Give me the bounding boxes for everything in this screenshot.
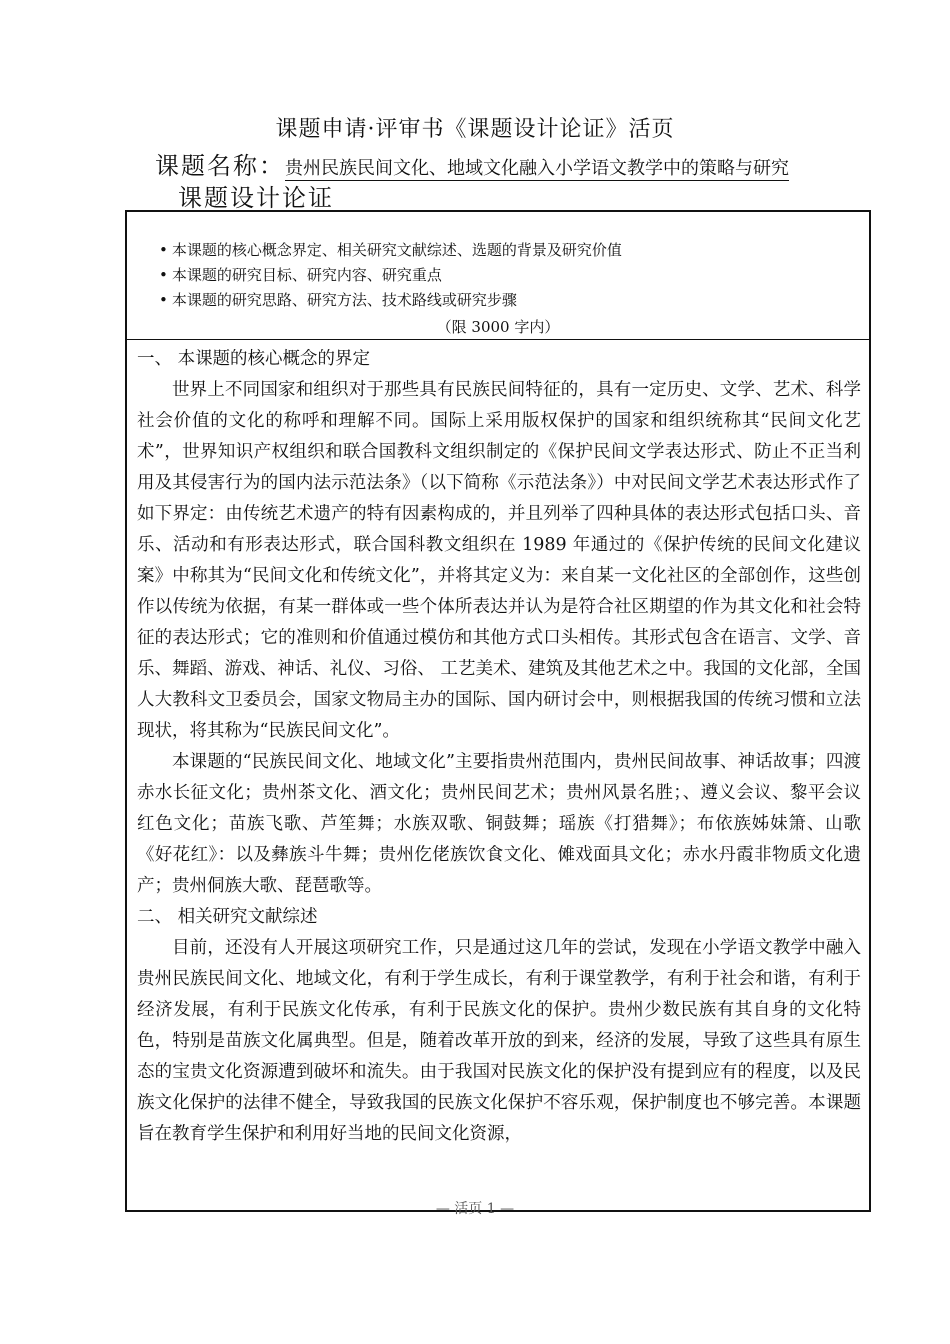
- topic-label: 课题名称：: [155, 152, 285, 180]
- section-heading-concept: 一、 本课题的核心概念的界定: [137, 349, 371, 369]
- requirements-cell: [127, 212, 869, 340]
- paragraph: 本课题的“民族民间文化、地域文化”主要指贵州范围内，贵州民间故事、神话故事；四渡赤水长征文化；贵州茶文化、酒文化；贵州民间艺术；贵州风景名胜；、遵义会议、黎平会议红色文化；苗族飞歌、芦笙舞；水族双歌、铜鼓舞；瑶族《打猎舞》；布依族姊妹箫、山歌《好花红》：以及彝族斗牛舞；贵州仡佬族饮食文化、傩戏面具文化；赤水丹霞非物质文化遗产；贵州侗族大歌、琵琶歌等。: [137, 752, 861, 896]
- requirement-item: • 本课题的研究目标、研究内容、研究重点: [159, 263, 622, 288]
- section-title: 课题设计论证: [178, 184, 334, 212]
- requirement-item: • 本课题的研究思路、研究方法、技术路线或研究步骤: [159, 288, 622, 313]
- page-title: 课题申请·评审书《课题设计论证》活页: [275, 117, 675, 142]
- design-table: [125, 210, 871, 1212]
- word-limit-note: （限 3000 字内）: [436, 318, 560, 336]
- section-heading-literature: 二、 相关研究文献综述: [137, 907, 318, 927]
- requirement-item: • 本课题的核心概念界定、相关研究文献综述、选题的背景及研究价值: [159, 238, 622, 263]
- topic-name: 贵州民族民间文化、地域文化融入小学语文教学中的策略与研究: [285, 158, 789, 179]
- requirements-list: [159, 238, 622, 313]
- paragraph: 世界上不同国家和组织对于那些具有民族民间特征的，具有一定历史、文学、艺术、科学社会价值的文化的称呼和理解不同。国际上采用版权保护的国家和组织统称其“民间文化艺术”，世界知识产权组织和联合国教科文组织制定的《保护民间文学表达形式、防止不正当利用及其侵害行为的国内法示范法条》（以下简称《示范法条》）中对民间文学艺术表达形式作了如下界定：由传统艺术遗产的特有因素构成的，并且列举了四种具体的表达形式包括口头、音乐、活动和有形表达形式，联合国科教文组织在 1989 年通过的《保护传统的民间文化建议案》中称其为“民间文化和传统文化”，并将其定义为：来自某一文化社区的全部创作，这些创作以传统为依据，有某一群体或一些个体所表达并认为是符合社区期望的作为其文化和社会特征的表达形式；它的准则和价值通过模仿和其他方式口头相传。其形式包含在语言、文学、音乐、舞蹈、游戏、神话、礼仪、习俗、 工艺美术、建筑及其他艺术之中。我国的文化部，全国人大教科文卫委员会，国家文物局主办的国际、国内研讨会中，则根据我国的传统习惯和立法现状，将其称为“民族民间文化”。: [137, 380, 861, 741]
- page-footer: — 活页 1 —: [435, 1201, 515, 1217]
- topic-row: [155, 146, 789, 181]
- content-cell: [137, 344, 861, 1210]
- paragraph: 目前，还没有人开展这项研究工作，只是通过这几年的尝试，发现在小学语文教学中融入贵州民族民间文化、地域文化，有利于学生成长，有利于课堂教学，有利于社会和谐，有利于经济发展，有利于民族文化传承，有利于民族文化的保护。贵州少数民族有其自身的文化特色，特别是苗族文化属典型。但是，随着改革开放的到来，经济的发展，导致了这些具有原生态的宝贵文化资源遭到破坏和流失。由于我国对民族文化的保护没有提到应有的程度，以及民族文化保护的法律不健全，导致我国的民族文化保护不容乐观，保护制度也不够完善。本课题旨在教育学生保护和利用好当地的民间文化资源，: [137, 938, 861, 1144]
